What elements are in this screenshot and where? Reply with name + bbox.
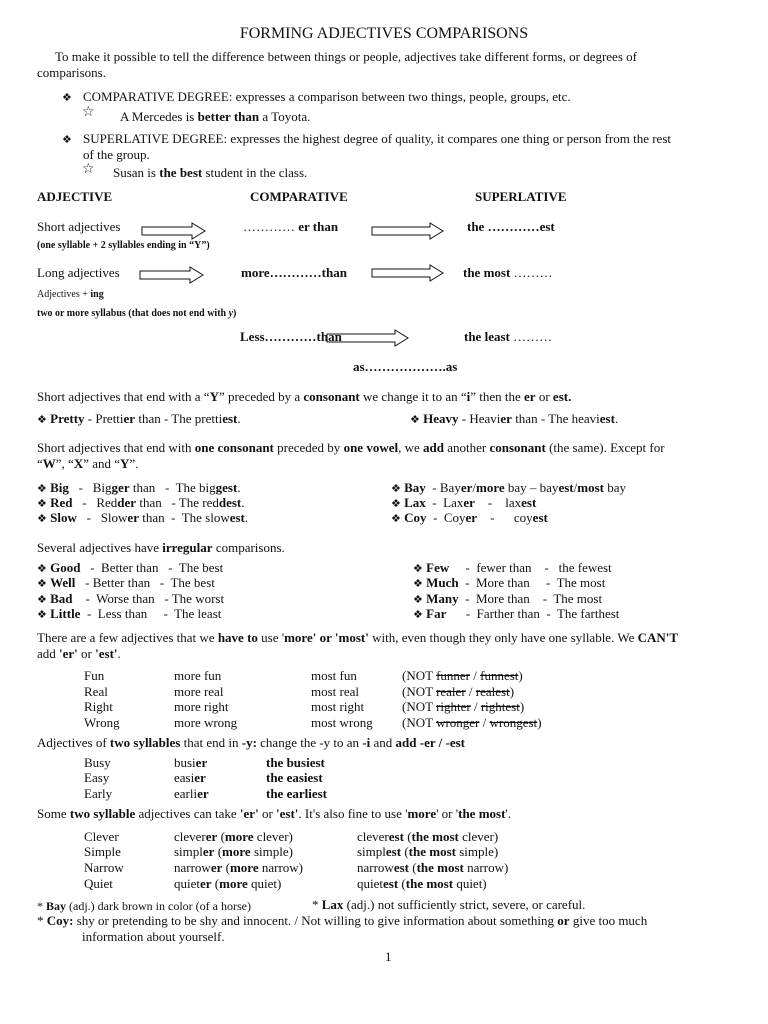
- must-use-more-most-2: add 'er' or 'est'.: [37, 646, 121, 661]
- header-comparative: COMPARATIVE: [250, 189, 348, 204]
- table-cell: Early: [84, 786, 113, 801]
- superlative-definition-1: SUPERLATIVE DEGREE: expresses the highest degree of quality, it compares one thing or person from the rest: [83, 131, 671, 146]
- header-adjective: ADJECTIVE: [37, 189, 113, 204]
- bullet-icon: ❖: [37, 608, 47, 621]
- bullet-icon: ❖: [37, 593, 47, 606]
- table-cell: simplest (the most simple): [357, 844, 499, 859]
- bullet-icon: ❖: [62, 133, 72, 146]
- long-superlative: the most ………: [463, 265, 553, 280]
- adjectives-ing: Adjectives + ing: [37, 289, 104, 300]
- intro-line-2: comparisons.: [37, 65, 106, 80]
- table-cell: more fun: [174, 668, 222, 683]
- table-cell: cleverer (more clever): [174, 829, 293, 844]
- intro-line-1: To make it possible to tell the difference between things or people, adjectives take different forms, or degrees of: [55, 49, 637, 64]
- irregular-bad: ❖ Bad - Worse than - The worst: [37, 591, 225, 606]
- must-use-more-most-1: There are a few adjectives that we have to use 'more' or 'most' with, even though they only have one syllable. We CAN'T: [37, 630, 679, 645]
- table-cell: most real: [311, 684, 360, 699]
- table-cell: (NOT funner / funnest): [402, 668, 523, 683]
- short-adjectives-note: (one syllable + 2 syllables ending in “Y”): [37, 240, 210, 251]
- table-cell: earlier: [174, 786, 209, 801]
- bullet-icon: ❖: [37, 577, 47, 590]
- irregular-little: ❖ Little - Less than - The least: [37, 606, 222, 621]
- short-comparative: ………… er than: [243, 219, 339, 234]
- table-cell: Narrow: [84, 860, 124, 875]
- table-cell: most right: [311, 699, 365, 714]
- table-cell: Fun: [84, 668, 105, 683]
- bullet-icon: ❖: [37, 497, 47, 510]
- short-adjectives-label: Short adjectives: [37, 219, 121, 234]
- footnote-coy: * Coy: shy or pretending to be shy and innocent. / Not willing to give information about something or give too much: [37, 913, 648, 928]
- irregular-good: ❖ Good - Better than - The best: [37, 560, 224, 575]
- table-cell: Clever: [84, 829, 119, 844]
- page-title: FORMING ADJECTIVES COMPARISONS: [239, 25, 529, 42]
- table-cell: busier: [174, 755, 208, 770]
- table-cell: quietest (the most quiet): [357, 876, 487, 891]
- example-lax: ❖ Lax - Laxer - laxest: [391, 495, 537, 510]
- bullet-icon: ❖: [413, 608, 423, 621]
- table-cell: narrowest (the most narrow): [357, 860, 509, 875]
- arrow-icon: [140, 266, 204, 284]
- rule-ending-y: Short adjectives that end with a “Y” preceded by a consonant we change it to an “i” then the er or est.: [37, 389, 572, 404]
- superlative-example: Susan is the best student in the class.: [113, 165, 308, 180]
- bullet-icon: ❖: [413, 562, 423, 575]
- short-superlative: the …………est: [467, 219, 555, 234]
- example-coy: ❖ Coy - Coyer - coyest: [391, 510, 548, 525]
- table-cell: Wrong: [84, 715, 120, 730]
- example-big: ❖ Big - Bigger than - The biggest.: [37, 480, 241, 495]
- irregular-many: ❖ Many - More than - The most: [413, 591, 603, 606]
- table-cell: the busiest: [266, 755, 325, 770]
- table-cell: Simple: [84, 844, 121, 859]
- irregular-few: ❖ Few - fewer than - the fewest: [413, 560, 612, 575]
- table-cell: cleverest (the most clever): [357, 829, 499, 844]
- page-number: 1: [385, 949, 392, 964]
- example-pretty: ❖ Pretty - Prettier than - The prettiest.: [37, 411, 241, 426]
- two-syllable-y-rule: Adjectives of two syllables that end in -y: change the -y to an -i and add -er / -est: [37, 735, 465, 750]
- two-or-more-syllables: two or more syllabus (that does not end with y): [37, 308, 237, 319]
- irregular-intro: Several adjectives have irregular comparisons.: [37, 540, 285, 555]
- header-superlative: SUPERLATIVE: [475, 189, 567, 204]
- footnote-lax: * Lax (adj.) not sufficiently strict, severe, or careful.: [312, 897, 586, 912]
- table-cell: (NOT righter / rightest): [402, 699, 525, 714]
- bullet-icon: ❖: [410, 413, 420, 426]
- rule-consonant-line-2: “W”, “X” and “Y”.: [37, 456, 139, 471]
- long-comparative: more…………than: [241, 265, 347, 280]
- bullet-icon: ❖: [37, 512, 47, 525]
- example-red: ❖ Red - Redder than - The reddest.: [37, 495, 245, 510]
- table-cell: quieter (more quiet): [174, 876, 282, 891]
- irregular-far: ❖ Far - Farther than - The farthest: [413, 606, 620, 621]
- example-bay: ❖ Bay - Bayer/more bay – bayest/most bay: [391, 480, 626, 495]
- table-cell: Busy: [84, 755, 111, 770]
- table-cell: more wrong: [174, 715, 238, 730]
- bullet-icon: ❖: [391, 497, 401, 510]
- bullet-icon: ❖: [37, 413, 47, 426]
- arrow-icon: [327, 329, 409, 347]
- irregular-well: ❖ Well - Better than - The best: [37, 575, 215, 590]
- arrow-icon: [372, 264, 444, 282]
- less-comparative: Less…………than: [240, 329, 342, 344]
- bullet-icon: ❖: [391, 512, 401, 525]
- irregular-much: ❖ Much - More than - The most: [413, 575, 606, 590]
- table-cell: more real: [174, 684, 224, 699]
- superlative-definition-2: of the group.: [83, 147, 150, 162]
- arrow-icon: [372, 222, 444, 240]
- least-superlative: the least ………: [464, 329, 553, 344]
- bullet-icon: ❖: [413, 593, 423, 606]
- bullet-icon: ❖: [391, 482, 401, 495]
- star-icon: ☆: [82, 161, 95, 177]
- example-heavy: ❖ Heavy - Heavier than - The heaviest.: [410, 411, 619, 426]
- footnote-bay: * Bay (adj.) dark brown in color (of a horse): [37, 899, 251, 913]
- comparative-definition: COMPARATIVE DEGREE: expresses a comparison between two things, people, groups, etc.: [83, 89, 571, 104]
- table-cell: (NOT wronger / wrongest): [402, 715, 542, 730]
- bullet-icon: ❖: [37, 482, 47, 495]
- table-cell: most wrong: [311, 715, 373, 730]
- bullet-icon: ❖: [62, 91, 72, 104]
- as-as: as……………….as: [353, 359, 458, 374]
- example-slow: ❖ Slow - Slower than - The slowest.: [37, 510, 249, 525]
- table-cell: (NOT realer / realest): [402, 684, 515, 699]
- table-cell: the earliest: [266, 786, 328, 801]
- table-cell: easier: [174, 770, 206, 785]
- table-cell: the easiest: [266, 770, 323, 785]
- arrow-icon: [142, 222, 206, 240]
- table-cell: more right: [174, 699, 229, 714]
- comparative-example: A Mercedes is better than a Toyota.: [120, 109, 311, 124]
- table-cell: most fun: [311, 668, 357, 683]
- rule-consonant-line-1: Short adjectives that end with one consonant preceded by one vowel, we add another consonant (the same). Except for: [37, 440, 665, 455]
- some-two-syllable-rule: Some two syllable adjectives can take 'er' or 'est'. It's also fine to use 'more' or 'the most'.: [37, 806, 511, 821]
- bullet-icon: ❖: [37, 562, 47, 575]
- table-cell: Right: [84, 699, 113, 714]
- bullet-icon: ❖: [413, 577, 423, 590]
- long-adjectives-label: Long adjectives: [37, 265, 120, 280]
- table-cell: Quiet: [84, 876, 113, 891]
- table-cell: Real: [84, 684, 108, 699]
- table-cell: narrower (more narrow): [174, 860, 304, 875]
- star-icon: ☆: [82, 104, 95, 120]
- table-cell: simpler (more simple): [174, 844, 293, 859]
- table-cell: Easy: [84, 770, 110, 785]
- footnote-coy-2: information about yourself.: [82, 929, 225, 944]
